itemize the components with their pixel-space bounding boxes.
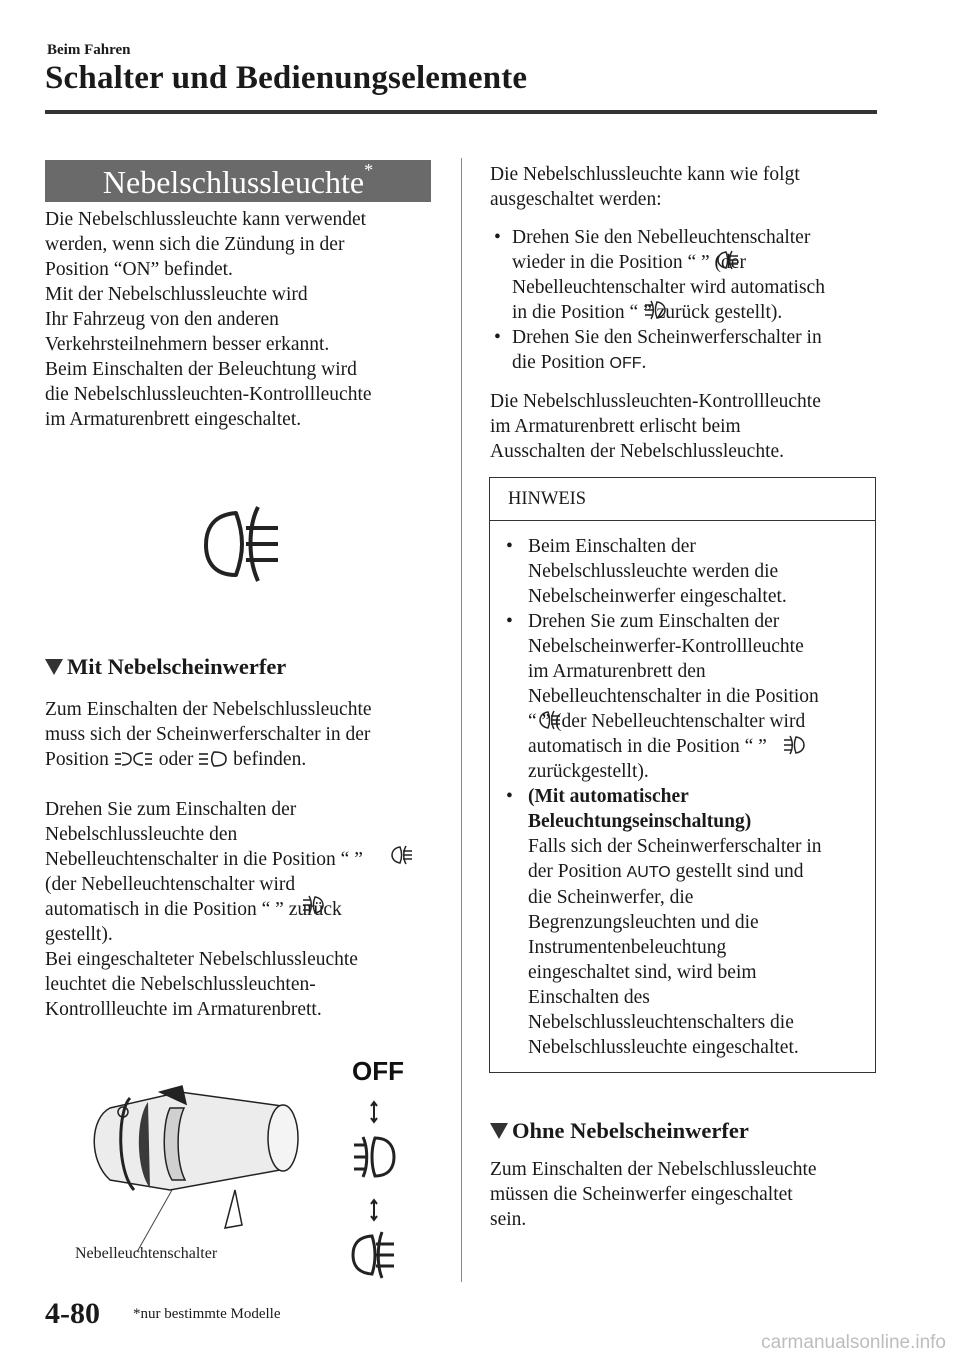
intro-paragraph: Die Nebelschlussleuchte kann verwendet werden, wenn sich die Zündung in der Position “ON” befindet. Mit der Nebelschlussleuchte wird Ihr Fahrzeug von den anderen Verkehrsteilnehmern besser erkannt. Beim Einschalten der Beleuchtung wird die Nebelschlussleuchten-Kontrollleuchte im Armaturenbrett eingeschaltet. bbox=[45, 209, 372, 430]
rear-fog-position-icon bbox=[353, 1232, 394, 1278]
with-fog-paragraph-1: Zum Einschalten der Nebelschlussleuchte muss sich der Scheinwerferschalter in der Position oder befinden. bbox=[45, 699, 372, 770]
fog-switch-lever-figure bbox=[50, 1040, 460, 1280]
watermark: carmanualsonline.info bbox=[761, 1332, 946, 1353]
with-fog-paragraph-2-text: Drehen Sie zum Einschalten der Nebelschlussleuchte den Nebelleuchtenschalter in die Position “ ” (der Nebelleuchtenschalter wird automatisch in die Position “ ” zurück gestellt). Bei eingeschalteter Nebelschlussleuchte leuchtet die Nebelschlussleuchten- Kontrollleuchte im Armaturenbrett. bbox=[45, 799, 363, 1020]
section-title: Nebelschlussleuchte bbox=[102, 164, 365, 200]
triangle-marker-icon bbox=[490, 1123, 508, 1139]
note-list bbox=[506, 534, 866, 1060]
without-fog-heading-text: Ohne Nebelscheinwerfer bbox=[512, 1118, 749, 1143]
switch-callout-label: Nebelleuchtenschalter bbox=[75, 1245, 218, 1262]
with-fog-heading-text: Mit Nebelscheinwerfer bbox=[67, 654, 287, 679]
with-fog-paragraph-2 bbox=[45, 797, 455, 1022]
note-box bbox=[489, 477, 876, 1073]
off-position-word: OFF bbox=[609, 355, 642, 372]
front-fog-position-icon bbox=[354, 1137, 394, 1177]
section-label: Beim Fahren bbox=[47, 42, 131, 58]
without-fog-heading bbox=[490, 1118, 749, 1144]
note-item-1: • Beim Einschalten der Nebelschlussleuchte werden die Nebelscheinwerfer eingeschaltet. bbox=[506, 534, 866, 609]
rear-fog-small-icon bbox=[717, 250, 739, 270]
page-number: 4-80 bbox=[45, 1297, 100, 1330]
rear-fog-small-icon bbox=[539, 710, 561, 730]
front-fog-small-icon bbox=[783, 735, 805, 755]
note-item-2: • Drehen Sie zum Einschalten der Nebelscheinwerfer-Kontrollleuchte im Armaturenbrett den Nebelleuchtenschalter in die Position “ ” (der Nebelleuchtenschalter wird automatisch in die Position “ ” zurückgestellt). bbox=[506, 609, 866, 784]
rear-fog-small-icon bbox=[391, 845, 413, 865]
headlight-icon bbox=[198, 750, 228, 768]
switch-off-intro: Die Nebelschlussleuchte kann wie folgt ausgeschaltet werden: bbox=[490, 164, 800, 210]
front-fog-small-icon bbox=[644, 300, 666, 320]
footnote: *nur bestimmte Modelle bbox=[133, 1306, 281, 1322]
switch-off-bullet-2: • Drehen Sie den Scheinwerferschalter in die Position OFF. bbox=[494, 325, 884, 376]
note-item-3: • (Mit automatischer Beleuchtungseinschaltung) Falls sich der Scheinwerferschalter in der Position AUTO gestellt sind und die Scheinwerfer, die Begrenzungsleuchten und die Instrumentenbeleuchtung eingeschaltet sind, wird beim Einschalten des Nebelschlussleuchtenschalters die Nebelschlussleuchte eingeschaltet. bbox=[506, 784, 866, 1060]
parking-light-icon bbox=[114, 750, 154, 768]
rear-fog-indicator-icon bbox=[198, 503, 290, 585]
with-fog-heading bbox=[45, 654, 286, 680]
switch-off-bullet-1: • Drehen Sie den Nebelleuchtenschalter wieder in die Position “ ” (der Nebelleuchtenschalter wird automatisch in die Position “ ” zurück gestellt). bbox=[494, 225, 884, 325]
note-title: HINWEIS bbox=[490, 478, 875, 521]
off-label: OFF bbox=[352, 1056, 404, 1086]
chapter-title: Schalter und Bedienungselemente bbox=[45, 60, 528, 96]
section-title-bar bbox=[45, 160, 431, 202]
header-rule bbox=[45, 110, 877, 114]
auto-position-word: AUTO bbox=[626, 864, 671, 881]
title-asterisk: * bbox=[364, 160, 374, 180]
without-fog-paragraph: Zum Einschalten der Nebelschlussleuchte müssen die Scheinwerfer eingeschaltet sein. bbox=[490, 1159, 817, 1230]
front-fog-small-icon bbox=[302, 895, 324, 915]
switch-off-list bbox=[494, 225, 884, 376]
column-divider bbox=[461, 158, 462, 1282]
switch-off-after: Die Nebelschlussleuchten-Kontrollleuchte im Armaturenbrett erlischt beim Ausschalten der Nebelschlussleuchte. bbox=[490, 391, 821, 462]
triangle-marker-icon bbox=[45, 659, 63, 675]
intro-text bbox=[45, 207, 445, 432]
